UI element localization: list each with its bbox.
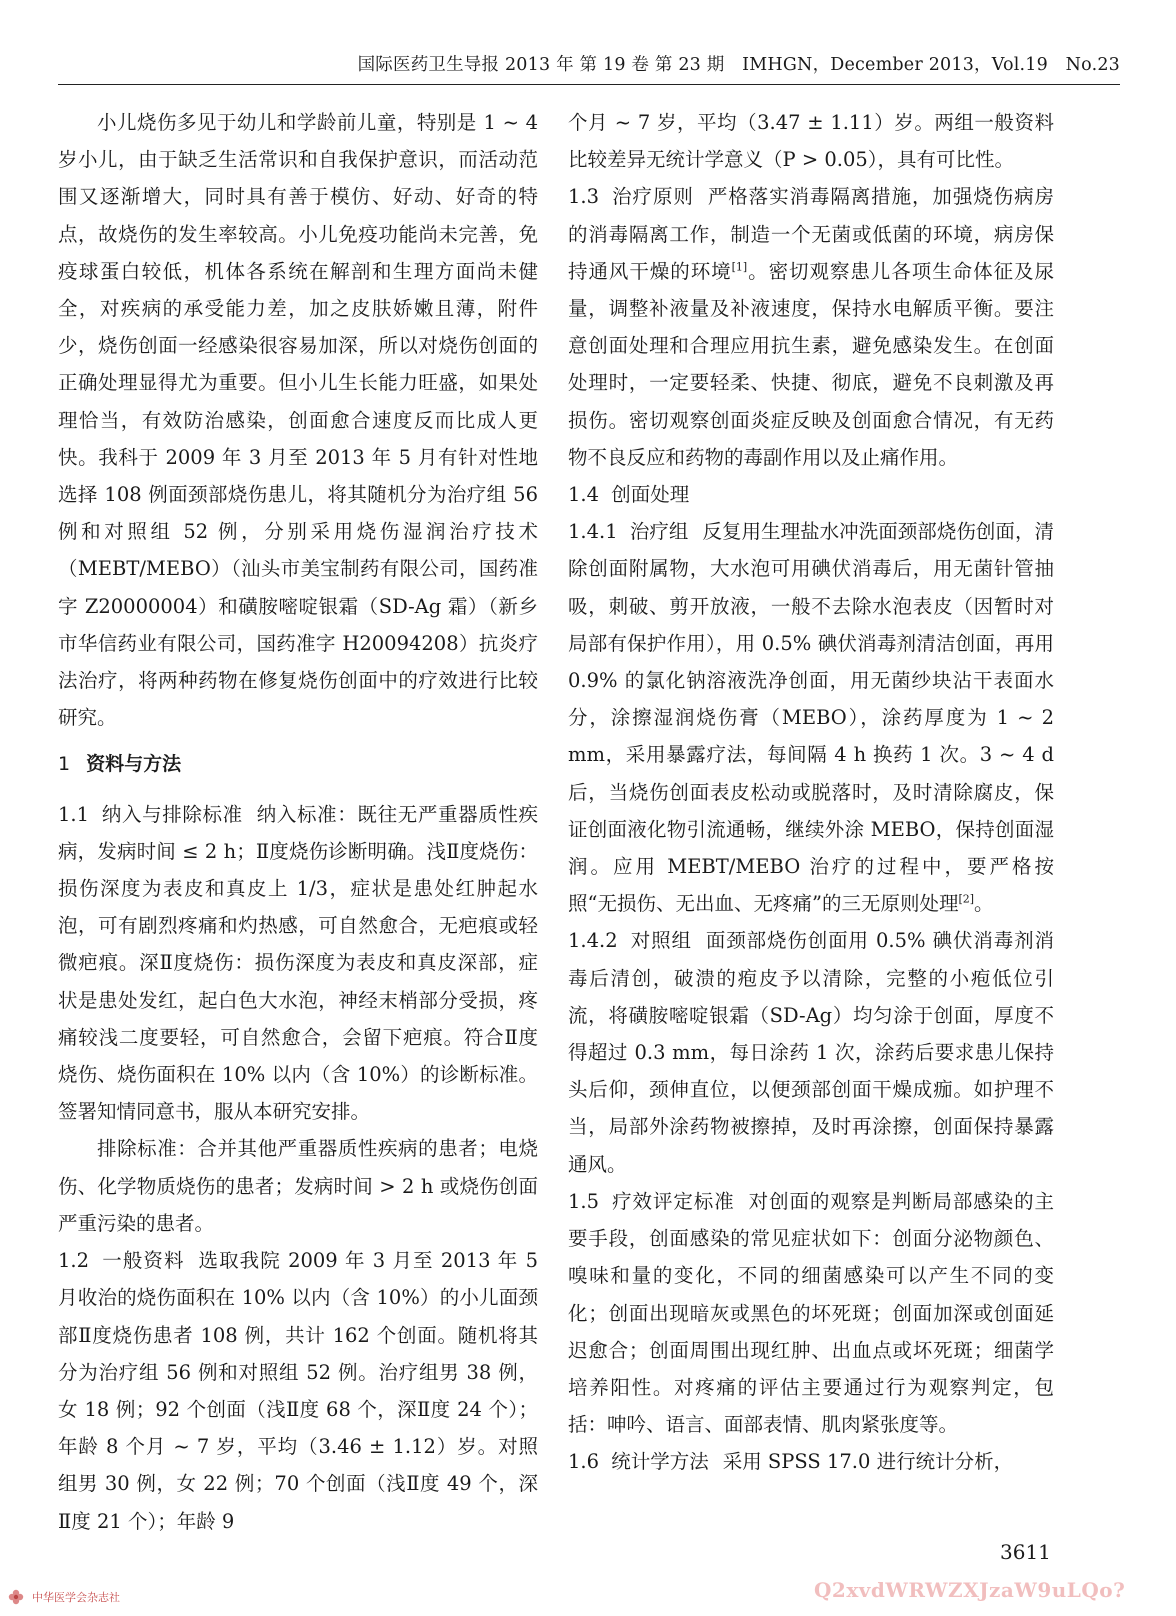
continued-paragraph: 个月 ~ 7 岁，平均（3.47 ± 1.11）岁。两组一般资料比较差异无统计学意义（P > 0.05），具有可比性。 [568, 111, 1054, 172]
citation-ref: [1] [731, 260, 748, 274]
subsection-text: 选取我院 2009 年 3 月至 2013 年 5 月收治的烧伤面积在 10% 以内（含 10%）的小儿面颈部Ⅱ度烧伤患者 108 例，共计 162 个创面。随机将其分为治疗组 56 例和对照组 52 例。治疗组男 38 例，女 18 例；92 个创面（浅Ⅱ度 68 个，深Ⅱ度 24 个）；年龄 8 个月 ~ 7 岁，平均（3.46 ± 1.12）岁。对照组男 30 例，女 22 例；70 个创面（浅Ⅱ度 49 个，深Ⅱ度 21 个）；年龄 9 [58, 1249, 538, 1533]
page-number: 3611 [1000, 1540, 1051, 1564]
subsection-text: 采用 SPSS 17.0 进行统计分析， [722, 1450, 1014, 1474]
section-1-2 [58, 1242, 538, 1540]
running-header [58, 50, 1120, 85]
subsection-text: 纳入标准：既往无严重器质性疾病，发病时间 ≤ 2 h；Ⅱ度烧伤诊断明确。浅Ⅱ度烧伤：损伤深度为表皮和真皮上 1/3，症状是患处红肿起水泡，可有剧烈疼痛和灼热感，可自然愈合，无疤痕或轻微疤痕。深Ⅱ度烧伤：损伤深度为表皮和真皮深部，症状是患处发红，起白色大水泡，神经末梢部分受损，疼痛较浅二度要轻，可自然愈合，会留下疤痕。符合Ⅱ度烧伤、烧伤面积在 10% 以内（含 10%）的诊断标准。签署知情同意书，服从本研究安排。 [58, 802, 538, 1124]
section-title: 资料与方法 [86, 753, 182, 776]
subsection-text: 严格落实消毒隔离措施，加强烧伤病房的消毒隔离工作，制造一个无菌或低菌的环境，病房保持通风干燥的环境 [568, 185, 1054, 283]
subsection-title: 创面处理 [611, 483, 690, 507]
subsection-number: 1.4.1 [568, 520, 618, 544]
section-1-6 [568, 1443, 1054, 1480]
watermark-code: Q2xvdWRWZXJzaW9uLQo? [814, 1578, 1126, 1602]
section-heading-1 [58, 746, 538, 783]
subsection-title: 对照组 [630, 929, 692, 953]
section-1-5 [568, 1183, 1054, 1443]
subsection-number: 1.4 [568, 483, 600, 507]
section-1-4 [568, 476, 1054, 513]
subsection-number: 1.2 [58, 1249, 90, 1273]
flower-logo-icon [6, 1587, 26, 1607]
section-1-4-2 [568, 922, 1054, 1182]
subsection-text-cont: 。 [974, 892, 994, 916]
subsection-title: 治疗原则 [612, 185, 694, 209]
subsection-text: 面颈部烧伤创面用 0.5% 碘伏消毒剂消毒后清创，破溃的疱皮予以清除，完整的小疱低位引流，将磺胺嘧啶银霜（SD-Ag）均匀涂于创面，厚度不得超过 0.3 mm，每日涂药 1 次，涂药后要求患儿保持头后仰，颈伸直位，以便颈部创面干燥成痂。如护理不当，局部外涂药物被擦掉，及时再涂擦，创面保持暴露通风。 [568, 929, 1054, 1176]
citation-ref: [2] [958, 892, 975, 906]
section-number: 1 [58, 753, 71, 776]
subsection-number: 1.5 [568, 1189, 600, 1213]
left-column [58, 104, 538, 1540]
subsection-number: 1.4.2 [568, 929, 618, 953]
subsection-title: 疗效评定标准 [612, 1189, 735, 1213]
subsection-number: 1.3 [568, 185, 600, 209]
intro-paragraph: 小儿烧伤多见于幼儿和学龄前儿童，特别是 1 ~ 4 岁小儿，由于缺乏生活常识和自我保护意识，而活动范围又逐渐增大，同时具有善于模仿、好动、好奇的特点，故烧伤的发生率较高。小儿免疫功能尚未完善，免疫球蛋白较低，机体各系统在解剖和生理方面尚未健全，对疾病的承受能力差，加之皮肤娇嫩且薄，附件少，烧伤创面一经感染很容易加深，所以对烧伤创面的正确处理显得尤为重要。但小儿生长能力旺盛，如果处理恰当，有效防治感染，创面愈合速度反而比成人更快。我科于 2009 年 3 月至 2013 年 5 月有针对性地选择 108 例面颈部烧伤患儿，将其随机分为治疗组 56 例和对照组 52 例，分别采用烧伤湿润治疗技术（MEBT/MEBO）（汕头市美宝制药有限公司，国药准字 Z20000004）和磺胺嘧啶银霜（SD-Ag 霜）（新乡市华信药业有限公司，国药准字 H20094208）抗炎疗法治疗，将两种药物在修复烧伤创面中的疗效进行比较研究。 [58, 111, 538, 730]
right-column [568, 104, 1054, 1481]
publisher-logo [6, 1582, 306, 1612]
subsection-text: 反复用生理盐水冲洗面颈部烧伤创面，清除创面附属物，大水泡可用碘伏消毒后，用无菌针管抽吸，刺破、剪开放液，一般不去除水泡表皮（因暂时对局部有保护作用），用 0.5% 碘伏消毒剂清洁创面，再用 0.9% 的氯化钠溶液洗净创面，用无菌纱块沾干表面水分，涂擦湿润烧伤膏（MEBO），涂药厚度为 1 ~ 2 mm，采用暴露疗法，每间隔 4 h 换药 1 次。3 ~ 4 d 后，当烧伤创面表皮松动或脱落时，及时清除腐皮，保证创面液化物引流通畅，继续外涂 MEBO，保持创面湿润。应用 MEBT/MEBO 治疗的过程中，要严格按照“无损伤、无出血、无疼痛”的三无原则处理 [568, 520, 1054, 916]
publisher-name: 中华医学会杂志社 [32, 1591, 120, 1604]
subsection-title: 纳入与排除标准 [101, 802, 243, 826]
subsection-title: 统计学方法 [611, 1450, 709, 1474]
subsection-text: 对创面的观察是判断局部感染的主要手段，创面感染的常见症状如下：创面分泌物颜色、嗅味和量的变化，不同的细菌感染可以产生不同的变化；创面出现暗灰或黑色的坏死斑；创面加深或创面延迟愈合；创面周围出现红肿、出血点或坏死斑；细菌学培养阳性。对疼痛的评估主要通过行为观察判定，包括：呻吟、语言、面部表情、肌肉紧张度等。 [568, 1189, 1054, 1437]
section-1-4-1 [568, 513, 1054, 922]
subsection-title: 一般资料 [102, 1249, 185, 1273]
subsection-number: 1.6 [568, 1450, 600, 1474]
section-1-1 [58, 796, 538, 1131]
subsection-number: 1.1 [58, 802, 90, 826]
exclusion-criteria: 排除标准：合并其他严重器质性疾病的患者；电烧伤、化学物质烧伤的患者；发病时间 > 2 h 或烧伤创面严重污染的患者。 [58, 1137, 538, 1235]
subsection-title: 治疗组 [629, 520, 689, 544]
subsection-text-cont: 。密切观察患儿各项生命体征及尿量，调整补液量及补液速度，保持水电解质平衡。要注意创面处理和合理应用抗生素，避免感染发生。在创面处理时，一定要轻柔、快捷、彻底，避免不良刺激及再损伤。密切观察创面炎症反映及创面愈合情况，有无药物不良反应和药物的毒副作用以及止痛作用。 [568, 259, 1054, 469]
section-1-3 [568, 178, 1054, 476]
running-head-text: 国际医药卫生导报 2013 年 第 19 卷 第 23 期 IMHGN，December 2013，Vol.19 No.23 [357, 55, 1120, 75]
